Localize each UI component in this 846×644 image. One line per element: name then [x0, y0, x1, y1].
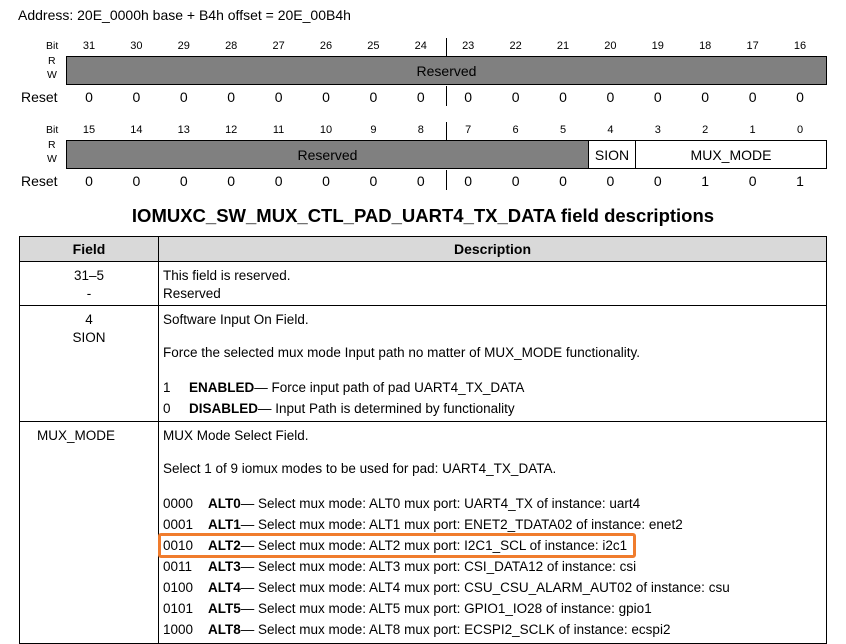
byte-divider-tick	[446, 122, 447, 141]
field-cell	[20, 262, 159, 306]
bit-number: 23	[462, 40, 475, 52]
reset-value: 0	[701, 89, 710, 105]
bit-number: 5	[559, 124, 567, 136]
bit-number: 26	[319, 40, 333, 52]
value-text: — Select mux mode: ALT5 mux port: GPIO1_IO28 of instance: gpio1	[240, 600, 652, 616]
bit-number: 20	[604, 40, 617, 52]
value-code: 0001	[163, 516, 194, 532]
reset-value: 0	[416, 173, 425, 189]
bit-number: 4	[607, 124, 614, 136]
value-code: 1000	[163, 621, 194, 637]
reset-value: 0	[369, 173, 378, 189]
mux-mode-field	[635, 140, 827, 169]
bit-number: 11	[272, 124, 285, 136]
bit-number: 19	[651, 40, 664, 52]
sion-field-label: SION	[594, 146, 630, 163]
bit-number: 18	[699, 40, 712, 52]
bit-number: 1	[749, 124, 756, 136]
table-title: IOMUXC_SW_MUX_CTL_PAD_UART4_TX_DATA field descriptions	[131, 205, 715, 226]
value-text: — Select mux mode: ALT0 mux port: UART4_TX of instance: uart4	[240, 495, 641, 511]
bit-number: 8	[417, 124, 424, 136]
reset-value: 0	[179, 173, 188, 189]
bit-number: 29	[177, 40, 190, 52]
reset-value: 0	[511, 173, 520, 189]
reset-value: 0	[416, 89, 425, 105]
description-detail: Force the selected mux mode Input path no matter of MUX_MODE functionality.	[163, 345, 640, 360]
bit-label-lower: Bit	[46, 124, 59, 136]
value-name: ALT1	[208, 516, 241, 532]
bit-number: 10	[319, 124, 333, 136]
reset-value: 0	[227, 173, 236, 189]
value-text: — Select mux mode: ALT1 mux port: ENET2_TDATA02 of instance: enet2	[240, 516, 683, 532]
reset-value: 0	[748, 89, 757, 105]
table-row	[20, 306, 827, 422]
bit-number: 0	[796, 124, 804, 136]
value-name: ALT0	[208, 495, 241, 511]
bit-number: 22	[509, 40, 522, 52]
value-name: DISABLED	[189, 400, 259, 416]
address-line: Address: 20E_0000h base + B4h offset = 20E_00B4h	[18, 7, 351, 23]
bit-number: 9	[370, 124, 377, 136]
reset-value: 0	[511, 89, 520, 105]
reset-value: 0	[132, 89, 141, 105]
description-line: This field is reserved.	[163, 268, 291, 283]
bit-number: 14	[130, 124, 143, 136]
upper-reserved-label: Reserved	[416, 62, 477, 79]
value-line	[163, 493, 826, 514]
field-bits: 4	[85, 312, 93, 327]
value-name: ALT3	[208, 558, 241, 574]
value-code: 0011	[163, 558, 193, 574]
value-code: 1	[163, 379, 171, 395]
reset-value: 0	[274, 173, 283, 189]
byte-divider-tick	[446, 38, 447, 57]
value-text: — Select mux mode: ALT2 mux port: I2C1_SCL of instance: i2c1	[240, 537, 628, 553]
reset-value: 0	[559, 89, 567, 105]
reset-label-upper: Reset	[21, 89, 58, 105]
bit-number: 17	[746, 40, 759, 52]
value-text: — Select mux mode: ALT3 mux port: CSI_DATA12 of instance: csi	[240, 558, 637, 574]
lower-reserved-label: Reserved	[297, 146, 358, 163]
byte-divider-tick	[446, 86, 447, 106]
bit-number: 24	[414, 40, 427, 52]
bit-label-upper: Bit	[46, 40, 59, 52]
value-text: — Input Path is determined by functionality	[258, 400, 515, 416]
value-line	[163, 556, 826, 577]
value-line	[163, 619, 826, 640]
write-label-lower: W	[47, 153, 57, 165]
value-line	[163, 577, 826, 598]
table-header-row	[20, 237, 827, 262]
mux-mode-field-label: MUX_MODE	[690, 146, 772, 163]
reset-value: 0	[85, 89, 93, 105]
value-name: ALT8	[208, 621, 241, 637]
field-cell	[20, 422, 159, 644]
reset-value: 0	[132, 173, 141, 189]
reset-value: 0	[606, 173, 615, 189]
value-code: 0101	[163, 600, 194, 616]
bit-number: 7	[465, 124, 472, 136]
reset-value: 1	[796, 173, 804, 189]
read-label-upper: R	[48, 55, 56, 67]
upper-reserved-field	[66, 56, 827, 85]
reset-value: 0	[179, 89, 188, 105]
bit-number: 31	[82, 40, 96, 52]
reset-value: 0	[227, 89, 236, 105]
bit-number: 16	[793, 40, 807, 52]
description-column-header: Description	[159, 237, 827, 262]
reset-value: 0	[322, 173, 330, 189]
description-cell	[159, 262, 827, 306]
field-column-header: Field	[20, 237, 159, 262]
reset-value: 0	[322, 89, 330, 105]
bit-number: 27	[272, 40, 285, 52]
value-line	[163, 598, 826, 619]
bit-number: 2	[702, 124, 709, 136]
description-line: Reserved	[163, 286, 221, 301]
reset-value: 0	[464, 89, 473, 105]
reset-value: 0	[606, 89, 615, 105]
value-line	[163, 398, 826, 419]
bit-number: 30	[130, 40, 143, 52]
value-code: 0100	[163, 579, 194, 595]
read-label-lower: R	[48, 139, 56, 151]
write-label-upper: W	[47, 69, 57, 81]
bit-number: 6	[512, 124, 519, 136]
reset-value: 1	[701, 173, 710, 189]
field-name: SION	[72, 330, 106, 345]
reset-value: 0	[274, 89, 283, 105]
value-text: — Select mux mode: ALT4 mux port: CSU_CSU_ALARM_AUT02 of instance: csu	[240, 579, 730, 595]
reset-value: 0	[369, 89, 378, 105]
field-bits: 31–5	[73, 268, 105, 283]
reset-value: 0	[653, 89, 662, 105]
value-code: 0	[163, 400, 171, 416]
reset-value: 0	[796, 89, 804, 105]
reset-value: 0	[464, 173, 473, 189]
table-row	[20, 262, 827, 306]
field-description-table	[19, 236, 827, 644]
description-title: Software Input On Field.	[163, 312, 309, 327]
description-title: MUX Mode Select Field.	[163, 428, 309, 443]
field-name: MUX_MODE	[37, 428, 116, 443]
reset-value: 0	[653, 173, 662, 189]
bit-number: 12	[225, 124, 238, 136]
value-code: 0000	[163, 495, 194, 511]
field-name: -	[86, 286, 92, 301]
alt2-highlight-box	[158, 533, 636, 558]
value-text: — Force input path of pad UART4_TX_DATA	[254, 379, 525, 395]
value-name: ALT5	[208, 600, 241, 616]
value-name: ALT2	[208, 537, 241, 553]
value-code: 0010	[163, 537, 194, 553]
bit-number: 28	[225, 40, 238, 52]
value-line	[163, 514, 826, 535]
description-cell	[159, 306, 827, 422]
reset-value: 0	[559, 173, 567, 189]
reset-value: 0	[85, 173, 93, 189]
reset-value: 0	[748, 173, 757, 189]
bit-number: 3	[654, 124, 661, 136]
field-cell	[20, 306, 159, 422]
byte-divider-tick	[446, 170, 447, 190]
bit-number: 15	[82, 124, 96, 136]
bit-number: 25	[367, 40, 380, 52]
sion-field	[588, 140, 636, 169]
value-text: — Select mux mode: ALT8 mux port: ECSPI2_SCLK of instance: ecspi2	[240, 621, 671, 637]
bit-number: 21	[556, 40, 570, 52]
value-line	[163, 377, 826, 398]
bit-number: 13	[177, 124, 190, 136]
description-detail: Select 1 of 9 iomux modes to be used for pad: UART4_TX_DATA.	[163, 461, 557, 476]
value-name: ENABLED	[189, 379, 255, 395]
value-name: ALT4	[208, 579, 241, 595]
reset-label-lower: Reset	[21, 173, 58, 189]
lower-reserved-field	[66, 140, 589, 169]
